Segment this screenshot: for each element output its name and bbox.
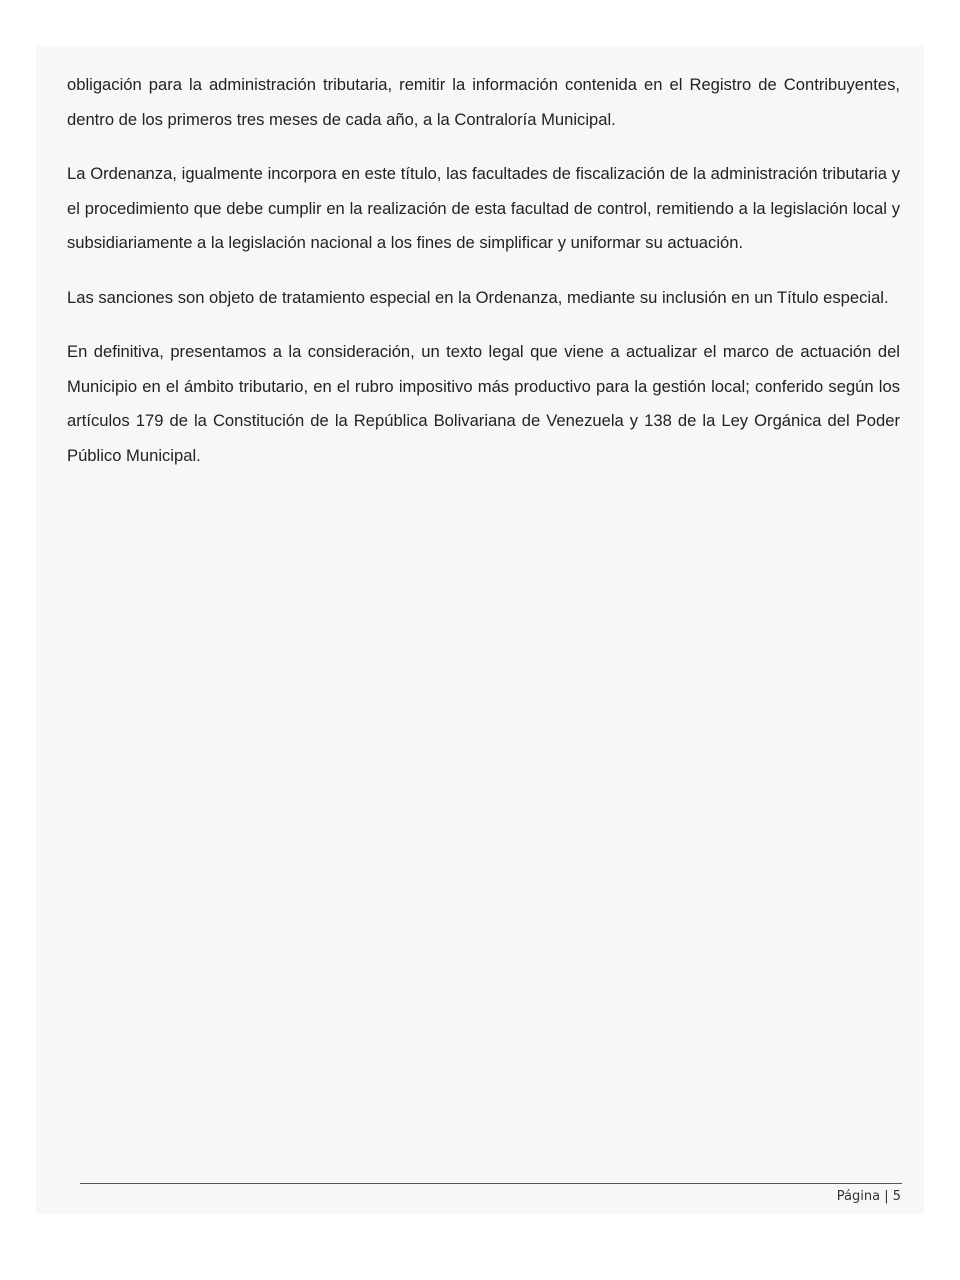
document-body — [67, 68, 900, 493]
paragraph-3: Las sanciones son objeto de tratamiento especial en la Ordenanza, mediante su inclusión en un Título especial. — [67, 287, 889, 307]
page-number: Página | 5 — [836, 1189, 901, 1204]
document-page — [36, 46, 924, 1214]
paragraph-4: En definitiva, presentamos a la consideración, un texto legal que viene a actualizar el marco de actuación del Municipio en el ámbito tributario, en el rubro impositivo más productivo para la gestión local; conferido según los artículos 179 de la Constitución de la República Bolivariana de Venezuela y 138 de la Ley Orgánica del Poder Público Municipal. — [67, 342, 900, 465]
paragraph-1: obligación para la administración tributaria, remitir la información contenida en el Registro de Contribuyentes, dentro de los primeros tres meses de cada año, a la Contraloría Municipal. — [67, 75, 900, 129]
paragraph-2: La Ordenanza, igualmente incorpora en este título, las facultades de fiscalización de la administración tributaria y el procedimiento que debe cumplir en la realización de esta facultad de control, remitiendo a la legislación local y subsidiariamente a la legislación nacional a los fines de simplificar y uniformar su actuación. — [67, 164, 900, 252]
footer-divider — [80, 1183, 902, 1184]
